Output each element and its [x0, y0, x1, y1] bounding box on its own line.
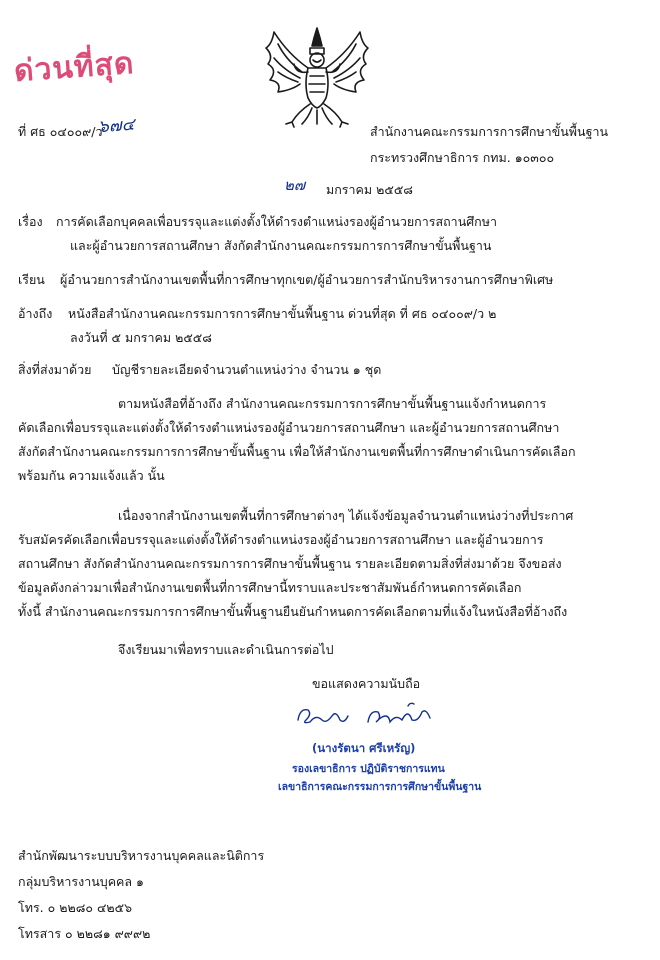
footer-group: กลุ่มบริหารงานบุคคล ๑ — [18, 874, 144, 889]
handwritten-signature — [292, 700, 442, 732]
paragraph-line: รับสมัครคัดเลือกเพื่อบรรจุและแต่งตั้งให้ดำรงตำแหน่งรองผู้อำนวยการสถานศึกษา และผู้อำนวยการ — [18, 532, 544, 547]
ministry-address: กระทรวงศึกษาธิการ กทม. ๑๐๓๐๐ — [370, 150, 555, 165]
reference-label: อ้างถึง — [18, 306, 53, 321]
letter-date: มกราคม ๒๕๕๘ — [326, 182, 413, 197]
issuing-agency: สำนักงานคณะกรรมการการศึกษาขั้นพื้นฐาน — [370, 124, 609, 139]
recipient-label: เรียน — [18, 272, 45, 287]
urgency-stamp: ด่วนที่สุด — [12, 45, 136, 90]
subject-label: เรื่อง — [18, 214, 43, 229]
signer-name: (นางรัตนา ศรีเหรัญ) — [312, 741, 416, 755]
garuda-emblem-icon — [252, 24, 382, 128]
footer-office: สำนักพัฒนาระบบบริหารงานบุคคลและนิติการ — [18, 848, 265, 863]
handwritten-document-number: ๖๗๔ — [97, 114, 136, 138]
subject-line-1: การคัดเลือกบุคคลเพื่อบรรจุและแต่งตั้งให้ดำรงตำแหน่งรองผู้อำนวยการสถานศึกษา — [56, 214, 498, 229]
reference-line-1: หนังสือสำนักงานคณะกรรมการการศึกษาขั้นพื้นฐาน ด่วนที่สุด ที่ ศธ ๐๔๐๐๙/ว ๒ — [68, 306, 497, 321]
paragraph-line: สถานศึกษา สังกัดสำนักงานคณะกรรมการการศึกษาขั้นพื้นฐาน รายละเอียดตามสิ่งที่ส่งมาด้วย จึงขอส่ง — [18, 556, 562, 571]
closing-line: จึงเรียนมาเพื่อทราบและดำเนินการต่อไป — [118, 642, 334, 657]
paragraph-line: เนื่องจากสำนักงานเขตพื้นที่การศึกษาต่างๆ ได้แจ้งข้อมูลจำนวนตำแหน่งว่างที่ประกาศ — [118, 508, 574, 523]
enclosure-text: บัญชีรายละเอียดจำนวนตำแหน่งว่าง จำนวน ๑ ชุด — [112, 362, 382, 377]
paragraph-line: ข้อมูลดังกล่าวมาเพื่อสำนักงานเขตพื้นที่การศึกษานี้ทราบและประชาสัมพันธ์กำหนดการคัดเลือก — [18, 580, 522, 595]
salutation: ขอแสดงความนับถือ — [312, 676, 421, 691]
subject-line-2: และผู้อำนวยการสถานศึกษา สังกัดสำนักงานคณะกรรมการการศึกษาขั้นพื้นฐาน — [70, 238, 492, 253]
paragraph-line: พร้อมกัน ความแจ้งแล้ว นั้น — [18, 468, 165, 483]
signer-position-2: เลขาธิการคณะกรรมการการศึกษาขั้นพื้นฐาน — [278, 781, 482, 793]
body-paragraph-1 — [18, 392, 576, 488]
paragraph-line: คัดเลือกเพื่อบรรจุและแต่งตั้งให้ดำรงตำแหน่งรองผู้อำนวยการสถานศึกษา และผู้อำนวยการสถานศึกษา — [18, 420, 560, 435]
handwritten-date-day: ๒๗ — [284, 176, 306, 194]
footer-fax: โทรสาร ๐ ๒๒๘๑ ๙๙๙๒ — [18, 926, 151, 941]
paragraph-line: ทั้งนี้ สำนักงานคณะกรรมการการศึกษาขั้นพื้นฐานยืนยันกำหนดการคัดเลือกตามที่แจ้งในหนังสือที่อ้างถึง — [18, 604, 568, 619]
reference-line-2: ลงวันที่ ๕ มกราคม ๒๕๕๘ — [70, 330, 212, 345]
enclosure-label: สิ่งที่ส่งมาด้วย — [18, 362, 92, 377]
signer-position-1: รองเลขาธิการ ปฏิบัติราชการแทน — [292, 763, 445, 775]
recipient-text: ผู้อำนวยการสำนักงานเขตพื้นที่การศึกษาทุกเขต/ผู้อำนวยการสำนักบริหารงานการศึกษาพิเศษ — [60, 272, 554, 287]
document-number: ที่ ศธ ๐๔๐๐๙/ว — [18, 124, 103, 139]
body-paragraph-2 — [18, 504, 573, 624]
paragraph-line: สังกัดสำนักงานคณะกรรมการการศึกษาขั้นพื้นฐาน เพื่อให้สำนักงานเขตพื้นที่การศึกษาดำเนินการคัดเลือก — [18, 444, 576, 459]
paragraph-line: ตามหนังสือที่อ้างถึง สำนักงานคณะกรรมการการศึกษาขั้นพื้นฐานแจ้งกำหนดการ — [118, 396, 547, 411]
footer-phone: โทร. ๐ ๒๒๘๐ ๔๒๕๖ — [18, 900, 133, 915]
